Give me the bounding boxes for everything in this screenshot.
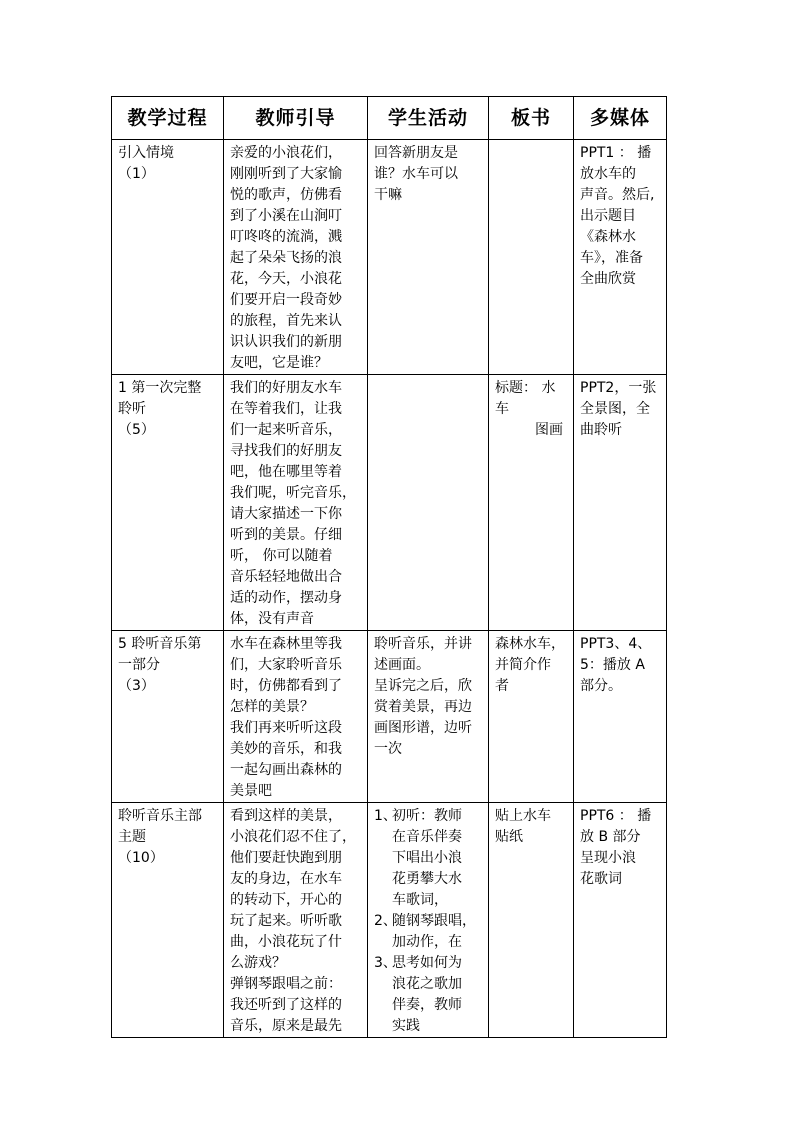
- text-line: 花歌词: [580, 871, 622, 887]
- text-line: 贴纸: [495, 829, 523, 845]
- list-number: 3、: [374, 955, 397, 971]
- text-line: 的转动下，开心的: [230, 892, 342, 908]
- board-cell: [489, 375, 574, 631]
- text-line: 述画面。: [374, 657, 430, 673]
- text-line: PPT2，一张: [580, 380, 657, 396]
- text-line: 聆听: [118, 401, 146, 417]
- text-line: 音乐轻轻地做出合: [230, 569, 342, 585]
- text-line: 1 第一次完整: [118, 380, 202, 396]
- text-line: 出示题目: [580, 208, 636, 224]
- text-line: 么游戏？: [230, 955, 286, 971]
- list-number: 1、: [374, 808, 397, 824]
- text-line: （5）: [118, 422, 155, 438]
- text-line: 赏着美景，再边: [374, 699, 472, 715]
- text-line: 们要开启一段奇妙: [230, 292, 342, 308]
- header-board: 板书: [489, 97, 574, 140]
- text-line: 看到这样的美景，: [230, 808, 342, 824]
- table-row: [112, 140, 667, 375]
- text-line: 友的身边，在水车: [230, 871, 342, 887]
- list-number: 2、: [374, 913, 397, 929]
- text-line: 加动作，在: [392, 934, 462, 950]
- text-line: 谁？水车可以: [374, 166, 458, 182]
- header-student: 学生活动: [368, 97, 489, 140]
- text-line: 我们再来听听这段: [230, 720, 342, 736]
- text-line: 一次: [374, 741, 402, 757]
- text-line: 叮咚咚的流淌，溅: [230, 229, 342, 245]
- text-line: 思考如何为: [392, 955, 462, 971]
- table-row: [112, 803, 667, 1038]
- lesson-plan-table: [111, 96, 667, 1038]
- text-line: 寻找我们的好朋友: [230, 443, 342, 459]
- header-media: 多媒体: [574, 97, 667, 140]
- media-cell: [574, 375, 667, 631]
- text-line: （3）: [118, 678, 155, 694]
- process-cell: [112, 803, 224, 1038]
- table-row: [112, 631, 667, 803]
- list-item: [374, 953, 485, 974]
- text-line: 玩了起来。听听歌: [230, 913, 342, 929]
- teacher-cell: [224, 140, 368, 375]
- text-line: 车: [495, 401, 509, 417]
- header-teacher: 教师引导: [224, 97, 368, 140]
- text-line: 主题: [118, 829, 146, 845]
- table-row: [112, 375, 667, 631]
- text-line: 部分。: [580, 678, 622, 694]
- student-cell: [368, 803, 489, 1038]
- text-line: 刚刚听到了大家愉: [230, 166, 342, 182]
- text-line: 花勇攀大水: [392, 871, 462, 887]
- text-line: 呈现小浪: [580, 850, 636, 866]
- text-line: 我们的好朋友水车: [230, 380, 342, 396]
- text-line: 贴上水车: [495, 808, 551, 824]
- process-cell: [112, 375, 224, 631]
- text-line: 回答新朋友是: [374, 145, 458, 161]
- text-line: 声音。然后,: [580, 187, 655, 203]
- text-line: 音乐，原来是最先: [230, 1018, 342, 1034]
- text-line: 引入情境: [118, 145, 174, 161]
- teacher-cell: [224, 375, 368, 631]
- text-line: 的旅程，首先来认: [230, 313, 342, 329]
- text-line: 吧，他在哪里等着: [230, 464, 342, 480]
- text-line: 他们要赶快跑到朋: [230, 850, 342, 866]
- text-line: 浪花之歌加: [392, 976, 462, 992]
- text-line: 聆听音乐主部: [118, 808, 202, 824]
- text-line: PPT6 ： 播: [580, 808, 652, 824]
- text-line: 我们呢，听完音乐，: [230, 485, 356, 501]
- text-line: 美妙的音乐，和我: [230, 741, 342, 757]
- text-line: 随钢琴跟唱，: [392, 913, 476, 929]
- text-line: 在等着我们，让我: [230, 401, 342, 417]
- list-item: [374, 806, 485, 827]
- text-line: 我还听到了这样的: [230, 997, 342, 1013]
- text-line: 《森林水: [580, 229, 636, 245]
- text-line: 一部分: [118, 657, 160, 673]
- text-line: 美景吧: [230, 783, 272, 799]
- text-line: 车》，准备: [580, 250, 643, 266]
- text-line: 聆听音乐，并讲: [374, 636, 472, 652]
- text-line: 听到的美景。仔细: [230, 527, 342, 543]
- text-line: 初听：教师: [392, 808, 462, 824]
- text-line: 曲，小浪花玩了什: [230, 934, 342, 950]
- text-line: 适的动作，摆动身: [230, 590, 342, 606]
- text-line: 全景图，全: [580, 401, 650, 417]
- text-line: 下唱出小浪: [392, 850, 462, 866]
- text-line: 全曲欣赏: [580, 271, 636, 287]
- text-line: 怎样的美景？: [230, 699, 314, 715]
- board-cell: [489, 631, 574, 803]
- text-line: （10）: [118, 850, 164, 866]
- header-row: [112, 97, 667, 140]
- list-item: [374, 911, 485, 932]
- text-line: 小浪花们忍不住了，: [230, 829, 356, 845]
- text-line: 放 B 部分: [580, 829, 641, 845]
- text-line: 花，今天，小浪花: [230, 271, 342, 287]
- board-cell: [489, 140, 574, 375]
- text-line: 起了朵朵飞扬的浪: [230, 250, 342, 266]
- text-line: 到了小溪在山涧叮: [230, 208, 342, 224]
- process-cell: [112, 631, 224, 803]
- text-line: 森林水车，: [495, 636, 565, 652]
- text-line: 5：播放 A: [580, 657, 645, 673]
- header-process: 教学过程: [112, 97, 224, 140]
- text-line: 一起勾画出森林的: [230, 762, 342, 778]
- text-line: 在音乐伴奏: [392, 829, 462, 845]
- text-line: 图画: [535, 422, 563, 438]
- text-line: 悦的歌声，仿佛看: [230, 187, 342, 203]
- media-cell: [574, 140, 667, 375]
- student-cell: [368, 631, 489, 803]
- text-line: 干嘛: [374, 187, 402, 203]
- text-line: 请大家描述一下你: [230, 506, 342, 522]
- text-line: 者: [495, 678, 509, 694]
- text-line: 放水车的: [580, 166, 636, 182]
- text-line: 水车在森林里等我: [230, 636, 342, 652]
- text-line: 曲聆听: [580, 422, 622, 438]
- text-line: 车歌词，: [392, 892, 448, 908]
- student-cell: [368, 375, 489, 631]
- text-line: 并简介作: [495, 657, 551, 673]
- teacher-cell: [224, 803, 368, 1038]
- text-line: PPT1 ： 播: [580, 145, 652, 161]
- text-line: 实践: [392, 1018, 420, 1034]
- media-cell: [574, 631, 667, 803]
- text-line: 画图形谱，边听: [374, 720, 472, 736]
- text-line: 5 聆听音乐第: [118, 636, 202, 652]
- text-line: 弹钢琴跟唱之前：: [230, 976, 342, 992]
- text-line: 伴奏，教师: [392, 997, 462, 1013]
- text-line: 时，仿佛都看到了: [230, 678, 342, 694]
- text-line: 听， 你可以随着: [230, 548, 333, 564]
- text-line: 友吧，它是谁？: [230, 355, 328, 371]
- text-line: PPT3、4、: [580, 636, 652, 652]
- text-line: 体，没有声音: [230, 611, 314, 627]
- text-line: （1）: [118, 166, 155, 182]
- media-cell: [574, 803, 667, 1038]
- text-line: 识认识我们的新朋: [230, 334, 342, 350]
- text-line: 们，大家聆听音乐: [230, 657, 342, 673]
- text-line: 亲爱的小浪花们，: [230, 145, 342, 161]
- text-line: 呈诉完之后，欣: [374, 678, 472, 694]
- text-line: 标题： 水: [495, 380, 556, 396]
- student-cell: [368, 140, 489, 375]
- board-cell: [489, 803, 574, 1038]
- text-line: 们一起来听音乐，: [230, 422, 342, 438]
- process-cell: [112, 140, 224, 375]
- teacher-cell: [224, 631, 368, 803]
